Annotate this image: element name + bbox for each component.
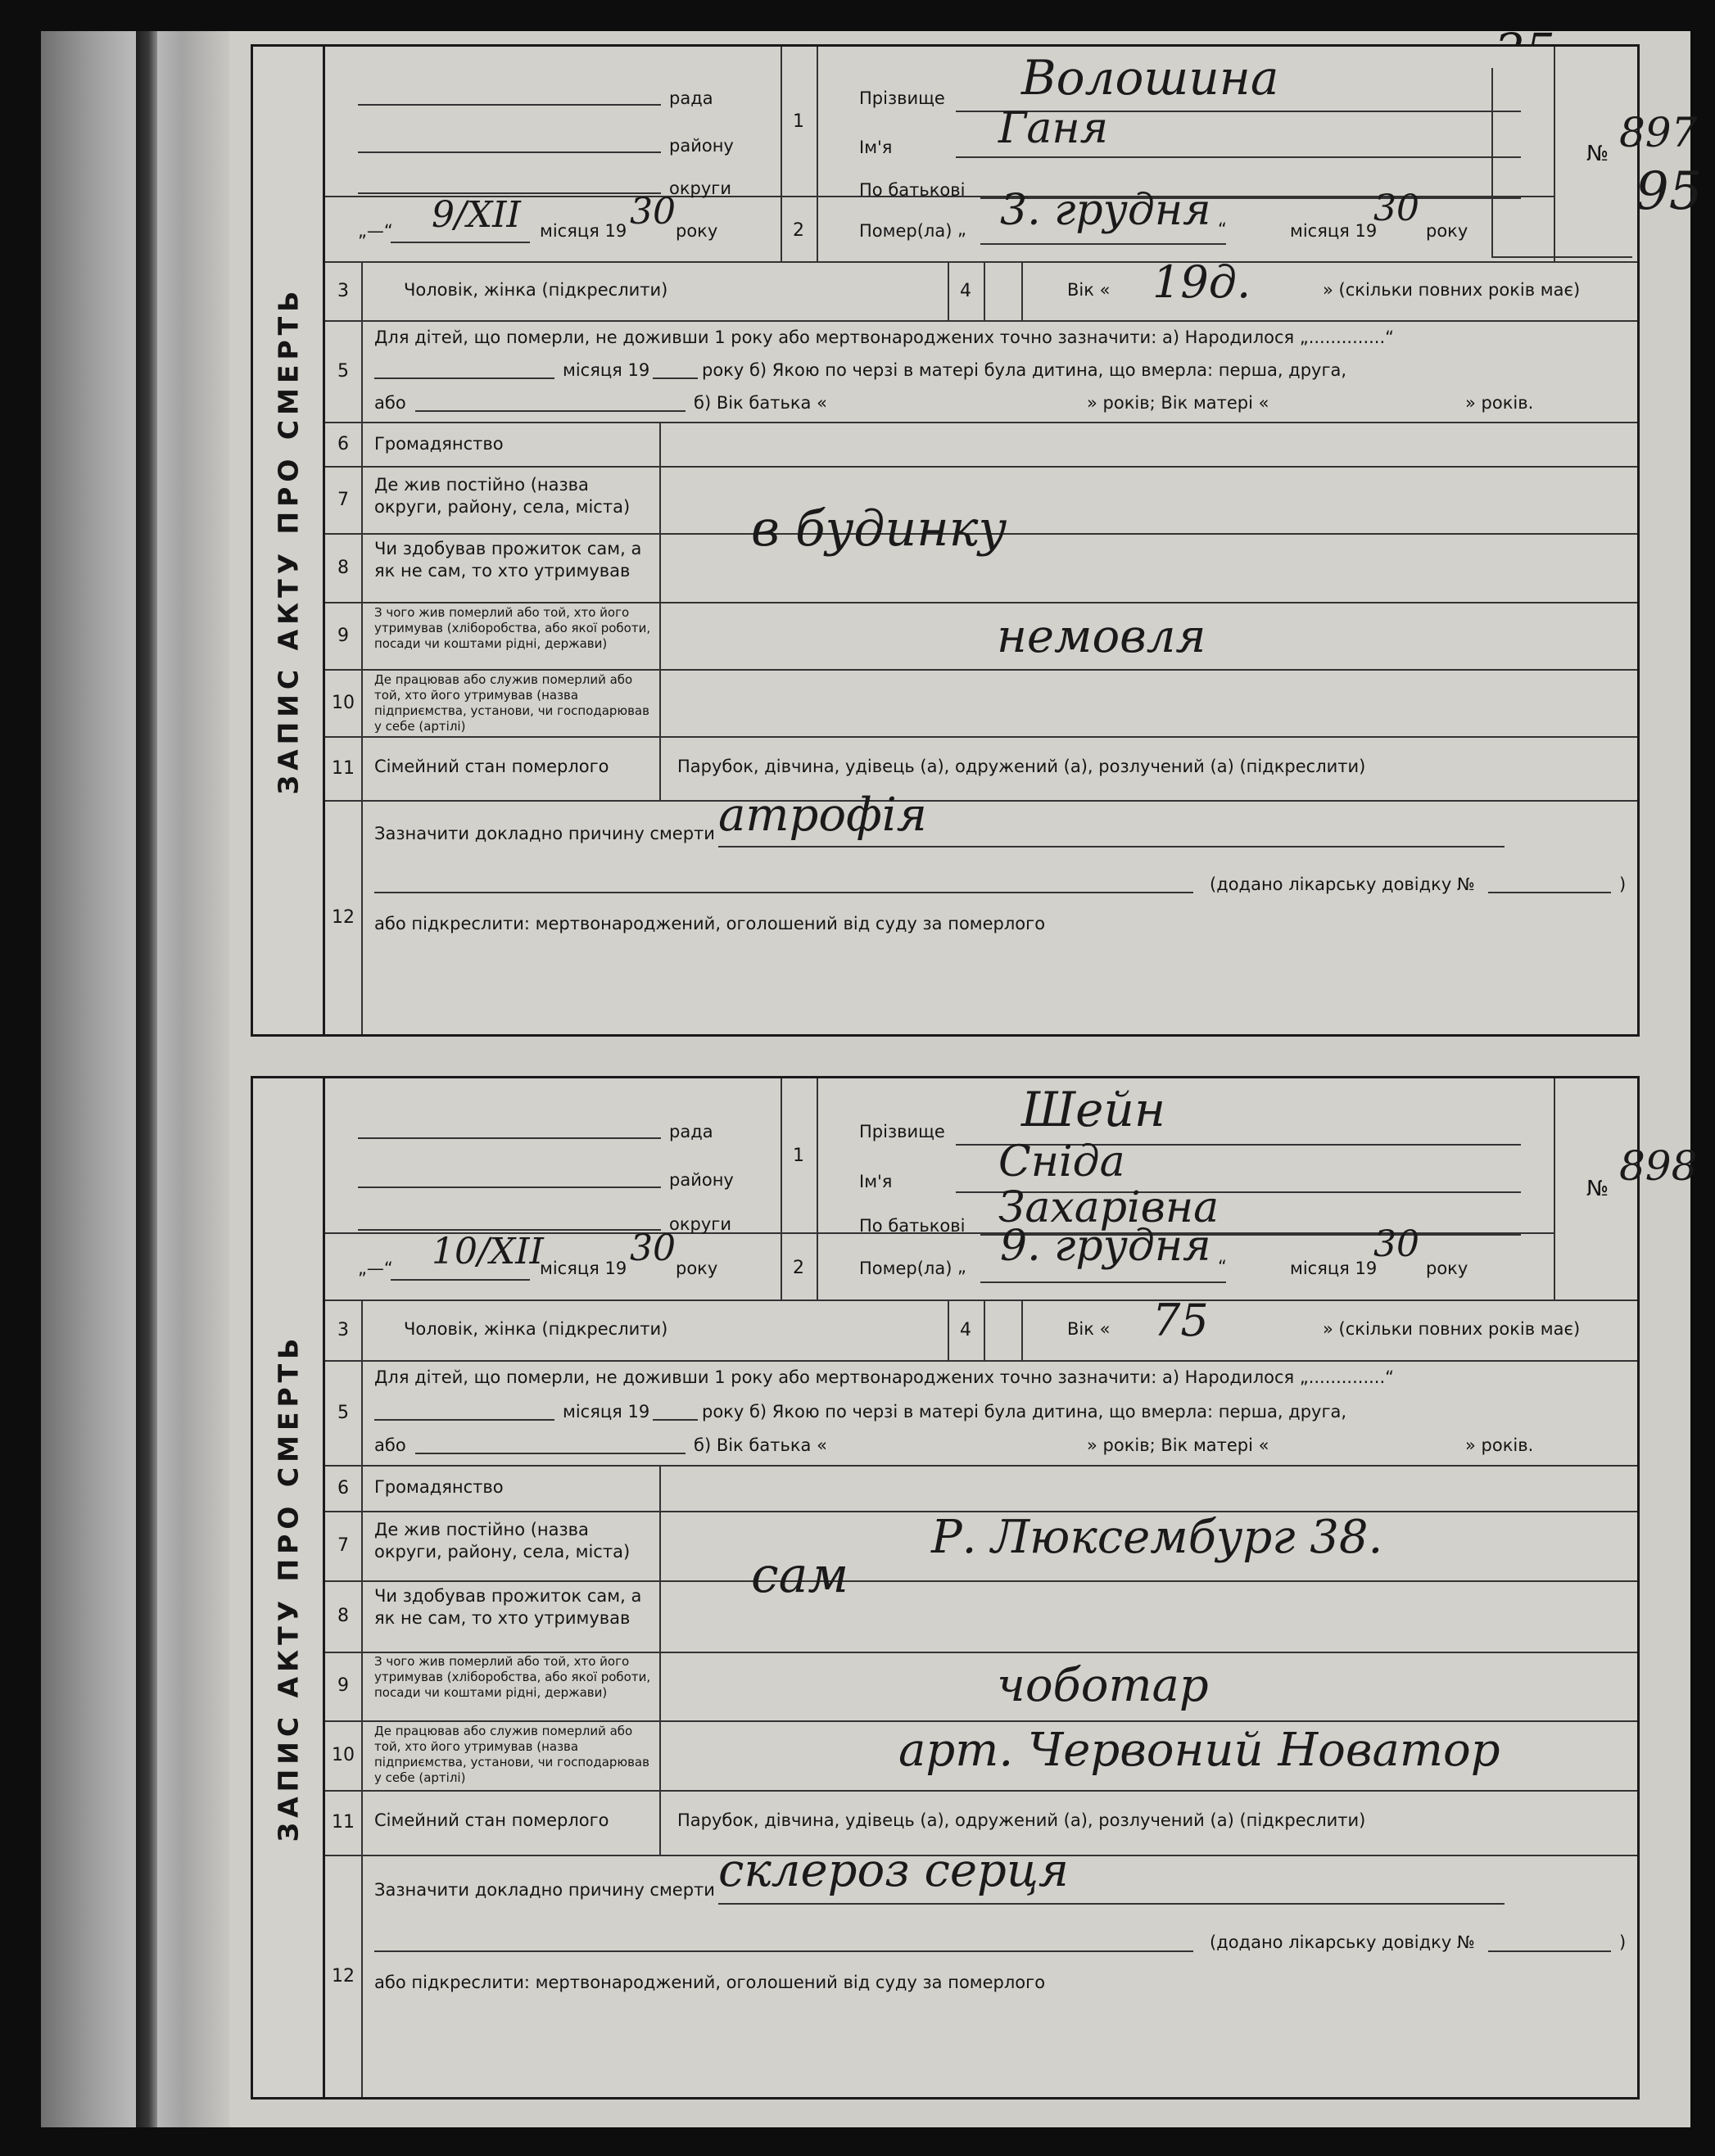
death-month-year-label: місяця 19	[1290, 1259, 1378, 1278]
livelihood-label: Чи здобував прожиток сам, а як не сам, то хто утримував	[374, 1586, 642, 1628]
cause-value: атрофія	[718, 789, 927, 842]
quote-close: “	[1218, 219, 1227, 239]
death-record-2	[251, 1076, 1698, 2100]
district-label: району	[669, 136, 734, 156]
death-month-year-label: місяця 19	[1290, 221, 1378, 241]
children-text-3: року б) Якою по черзі в матері була дитина, що вмерла: перша, друга,	[702, 360, 1347, 380]
side-title-text: ЗАПИС АКТУ ПРО СМЕРТЬ	[272, 286, 304, 795]
row-number: 2	[781, 1232, 817, 1302]
citizenship-row	[325, 1465, 1637, 1512]
row-number: 1	[781, 47, 818, 196]
children-row	[325, 320, 1637, 423]
cause-row	[325, 789, 1637, 1034]
council-label: рада	[669, 1122, 713, 1141]
died-label: Помер(ла)	[859, 221, 953, 241]
name-label: Ім'я	[859, 1172, 893, 1191]
year-label: року	[676, 1259, 718, 1278]
workplace-row	[325, 669, 1637, 738]
row-number: 5	[325, 320, 363, 422]
children-text-5: б) Вік батька «	[694, 1435, 827, 1455]
row-number: 7	[325, 1511, 363, 1580]
row-number: 10	[325, 669, 363, 736]
number-box	[1491, 68, 1632, 258]
row-number: 10	[325, 1720, 363, 1790]
row-number: 4	[948, 261, 985, 320]
children-text-1: Для дітей, що померли, не доживши 1 року або мертвонароджених точно зазначити: а) Народилося „..............“	[374, 1367, 1395, 1387]
children-text-2: місяця 19	[563, 1402, 650, 1422]
age-value: 19д.	[1152, 256, 1251, 308]
cause-doc-close: )	[1619, 875, 1627, 894]
council-label: рада	[669, 88, 713, 108]
binding-edge	[136, 31, 157, 2127]
quote-open: „	[957, 1257, 966, 1277]
death-date-value: 9. грудня	[1000, 1222, 1211, 1271]
sex-age-row	[325, 1295, 1637, 1362]
month-year-label: місяця 19	[540, 1259, 627, 1278]
cause-alt-label: або підкреслити: мертвонароджений, оголошений від суду за померлого	[374, 1973, 1046, 1992]
children-text-5: б) Вік батька «	[694, 393, 827, 413]
workplace-label: Де працював або служив померлий або той, хто його утримував (назва підприємства, установи, чи господарював у себе (артілі)	[374, 1724, 649, 1785]
side-title-text: ЗАПИС АКТУ ПРО СМЕРТЬ	[272, 1333, 304, 1842]
died-label: Помер(ла)	[859, 1259, 953, 1278]
record-number-extra: 95	[1636, 161, 1703, 222]
header-block	[325, 47, 1703, 263]
children-text-3: року б) Якою по черзі в матері була дитина, що вмерла: перша, друга,	[702, 1402, 1347, 1422]
row-number: 9	[325, 602, 363, 669]
row-number: 11	[325, 736, 363, 800]
row-number: 2	[781, 196, 817, 263]
reg-date-prefix: „—“	[358, 221, 393, 241]
patronymic-value: Захарівна	[998, 1183, 1220, 1232]
citizenship-row	[325, 422, 1637, 468]
children-text-7: » років.	[1465, 393, 1534, 413]
row-number: 3	[325, 1299, 363, 1360]
children-text-7: » років.	[1465, 1435, 1534, 1455]
registration-year: 30	[630, 191, 676, 233]
children-text-4: або	[374, 393, 406, 413]
cause-doc-close: )	[1619, 1932, 1627, 1952]
year-label: року	[676, 221, 718, 241]
row-number: 8	[325, 533, 363, 602]
marital-label: Сімейний стан померлого	[374, 757, 609, 776]
row-number: 5	[325, 1360, 363, 1465]
quote-open: „	[957, 219, 966, 239]
occupation-label: З чого жив померлий або той, хто його утримував (хліборобства, або якої роботи, посади чи коштами рідні, держави)	[374, 1654, 651, 1700]
record-number-value: 897	[1619, 109, 1698, 156]
row-number: 12	[325, 1855, 363, 2097]
row-number: 4	[948, 1299, 985, 1360]
age-label: Вік «	[1067, 1319, 1111, 1339]
citizenship-label: Громадянство	[374, 434, 504, 454]
okrug-label: округи	[669, 1214, 731, 1234]
row-number: 12	[325, 800, 363, 1034]
children-text-2: місяця 19	[563, 360, 650, 380]
surname-label: Прізвище	[859, 1122, 945, 1141]
row-number: 3	[325, 261, 363, 320]
okrug-label: округи	[669, 179, 731, 198]
occupation-value: немовля	[997, 610, 1206, 663]
name-value: Ганя	[998, 104, 1109, 153]
children-text-1: Для дітей, що померли, не доживши 1 року або мертвонароджених точно зазначити: а) Народилося „..............“	[374, 328, 1395, 347]
livelihood-value: в будинку	[751, 500, 1007, 558]
occupation-row	[325, 602, 1637, 671]
residence-label: Де жив постійно (назва округи, району, села, міста)	[374, 1520, 631, 1562]
occupation-label: З чого жив померлий або той, хто його утримував (хліборобства, або якої роботи, посади чи коштами рідні, держави)	[374, 605, 651, 651]
livelihood-label: Чи здобував прожиток сам, а як не сам, то хто утримував	[374, 539, 642, 581]
sex-label: Чоловік, жінка (підкреслити)	[404, 280, 668, 300]
death-record-1	[251, 44, 1703, 1037]
header-block	[325, 1078, 1698, 1301]
row-number: 1	[781, 1078, 818, 1232]
residence-value: Р. Люксембург 38.	[931, 1511, 1383, 1564]
sex-label: Чоловік, жінка (підкреслити)	[404, 1319, 668, 1339]
record-number-label: №	[1586, 142, 1609, 166]
month-year-label: місяця 19	[540, 221, 627, 241]
cause-value: склероз серця	[718, 1844, 1070, 1897]
cause-doc-label: (додано лікарську довідку №	[1210, 875, 1475, 894]
children-text-6: » років; Вік матері «	[1087, 1435, 1269, 1455]
patronymic-label: По батькові	[859, 1216, 966, 1236]
registration-day: 9/XII	[432, 194, 521, 236]
citizenship-label: Громадянство	[374, 1477, 504, 1497]
cause-label: Зазначити докладно причину смерти	[374, 824, 715, 843]
death-date-value: 3. грудня	[1000, 186, 1211, 235]
livelihood-row	[325, 500, 1637, 603]
surname-value: Шейн	[1021, 1082, 1166, 1137]
row-number: 6	[325, 422, 363, 466]
registration-day: 10/XII	[432, 1231, 544, 1272]
marital-options: Парубок, дівчина, удівець (а), одружений (а), розлучений (а) (підкреслити)	[677, 757, 1366, 776]
workplace-label: Де працював або служив померлий або той, хто його утримував (назва підприємства, установи, чи господарював у себе (артілі)	[374, 672, 649, 734]
death-year-value: 30	[1373, 1223, 1419, 1265]
row-number: 7	[325, 466, 363, 533]
cause-label: Зазначити докладно причину смерти	[374, 1880, 715, 1900]
marital-row	[325, 736, 1637, 802]
children-text-4: або	[374, 1435, 406, 1455]
workplace-row	[325, 1720, 1637, 1792]
death-year-label: року	[1426, 1259, 1468, 1278]
children-row	[325, 1360, 1637, 1467]
record-number-label: №	[1586, 1177, 1609, 1201]
age-value: 75	[1152, 1295, 1209, 1346]
name-value: Сніда	[998, 1137, 1125, 1186]
marital-options: Парубок, дівчина, удівець (а), одружений (а), розлучений (а) (підкреслити)	[677, 1810, 1366, 1830]
row-number: 11	[325, 1789, 363, 1855]
row-number: 8	[325, 1580, 363, 1652]
children-text-6: » років; Вік матері «	[1087, 393, 1269, 413]
patronymic-label: По батькові	[859, 180, 966, 200]
residence-label: Де жив постійно (назва округи, району, села, міста)	[374, 475, 631, 517]
cause-alt-label: або підкреслити: мертвонароджений, оголошений від суду за померлого	[374, 914, 1046, 933]
occupation-value: чоботар	[997, 1659, 1209, 1712]
marital-label: Сімейний стан померлого	[374, 1810, 609, 1830]
surname-label: Прізвище	[859, 88, 945, 108]
side-title	[253, 47, 325, 1034]
residence-row	[325, 1511, 1637, 1582]
age-suffix: » (скільки повних років має)	[1323, 280, 1581, 300]
side-title	[253, 1078, 325, 2097]
row-number: 9	[325, 1651, 363, 1720]
district-label: району	[669, 1170, 734, 1190]
surname-value: Волошина	[1021, 50, 1279, 106]
livelihood-row	[325, 1547, 1637, 1653]
cause-doc-label: (додано лікарську довідку №	[1210, 1932, 1475, 1952]
occupation-row	[325, 1651, 1637, 1722]
registration-year: 30	[630, 1227, 676, 1269]
sex-age-row	[325, 256, 1637, 322]
name-label: Ім'я	[859, 138, 893, 157]
death-year-label: року	[1426, 221, 1468, 241]
cause-row	[325, 1844, 1637, 2097]
age-label: Вік «	[1067, 280, 1111, 300]
binding-gutter	[41, 31, 229, 2127]
age-suffix: » (скільки повних років має)	[1323, 1319, 1581, 1339]
reg-date-prefix: „—“	[358, 1259, 393, 1278]
record-number-value: 898	[1619, 1142, 1698, 1190]
row-number: 6	[325, 1465, 363, 1511]
workplace-value: арт. Червоний Новатор	[898, 1724, 1500, 1777]
quote-close: “	[1218, 1257, 1227, 1277]
livelihood-value: сам	[751, 1547, 849, 1604]
death-year-value: 30	[1373, 188, 1419, 229]
